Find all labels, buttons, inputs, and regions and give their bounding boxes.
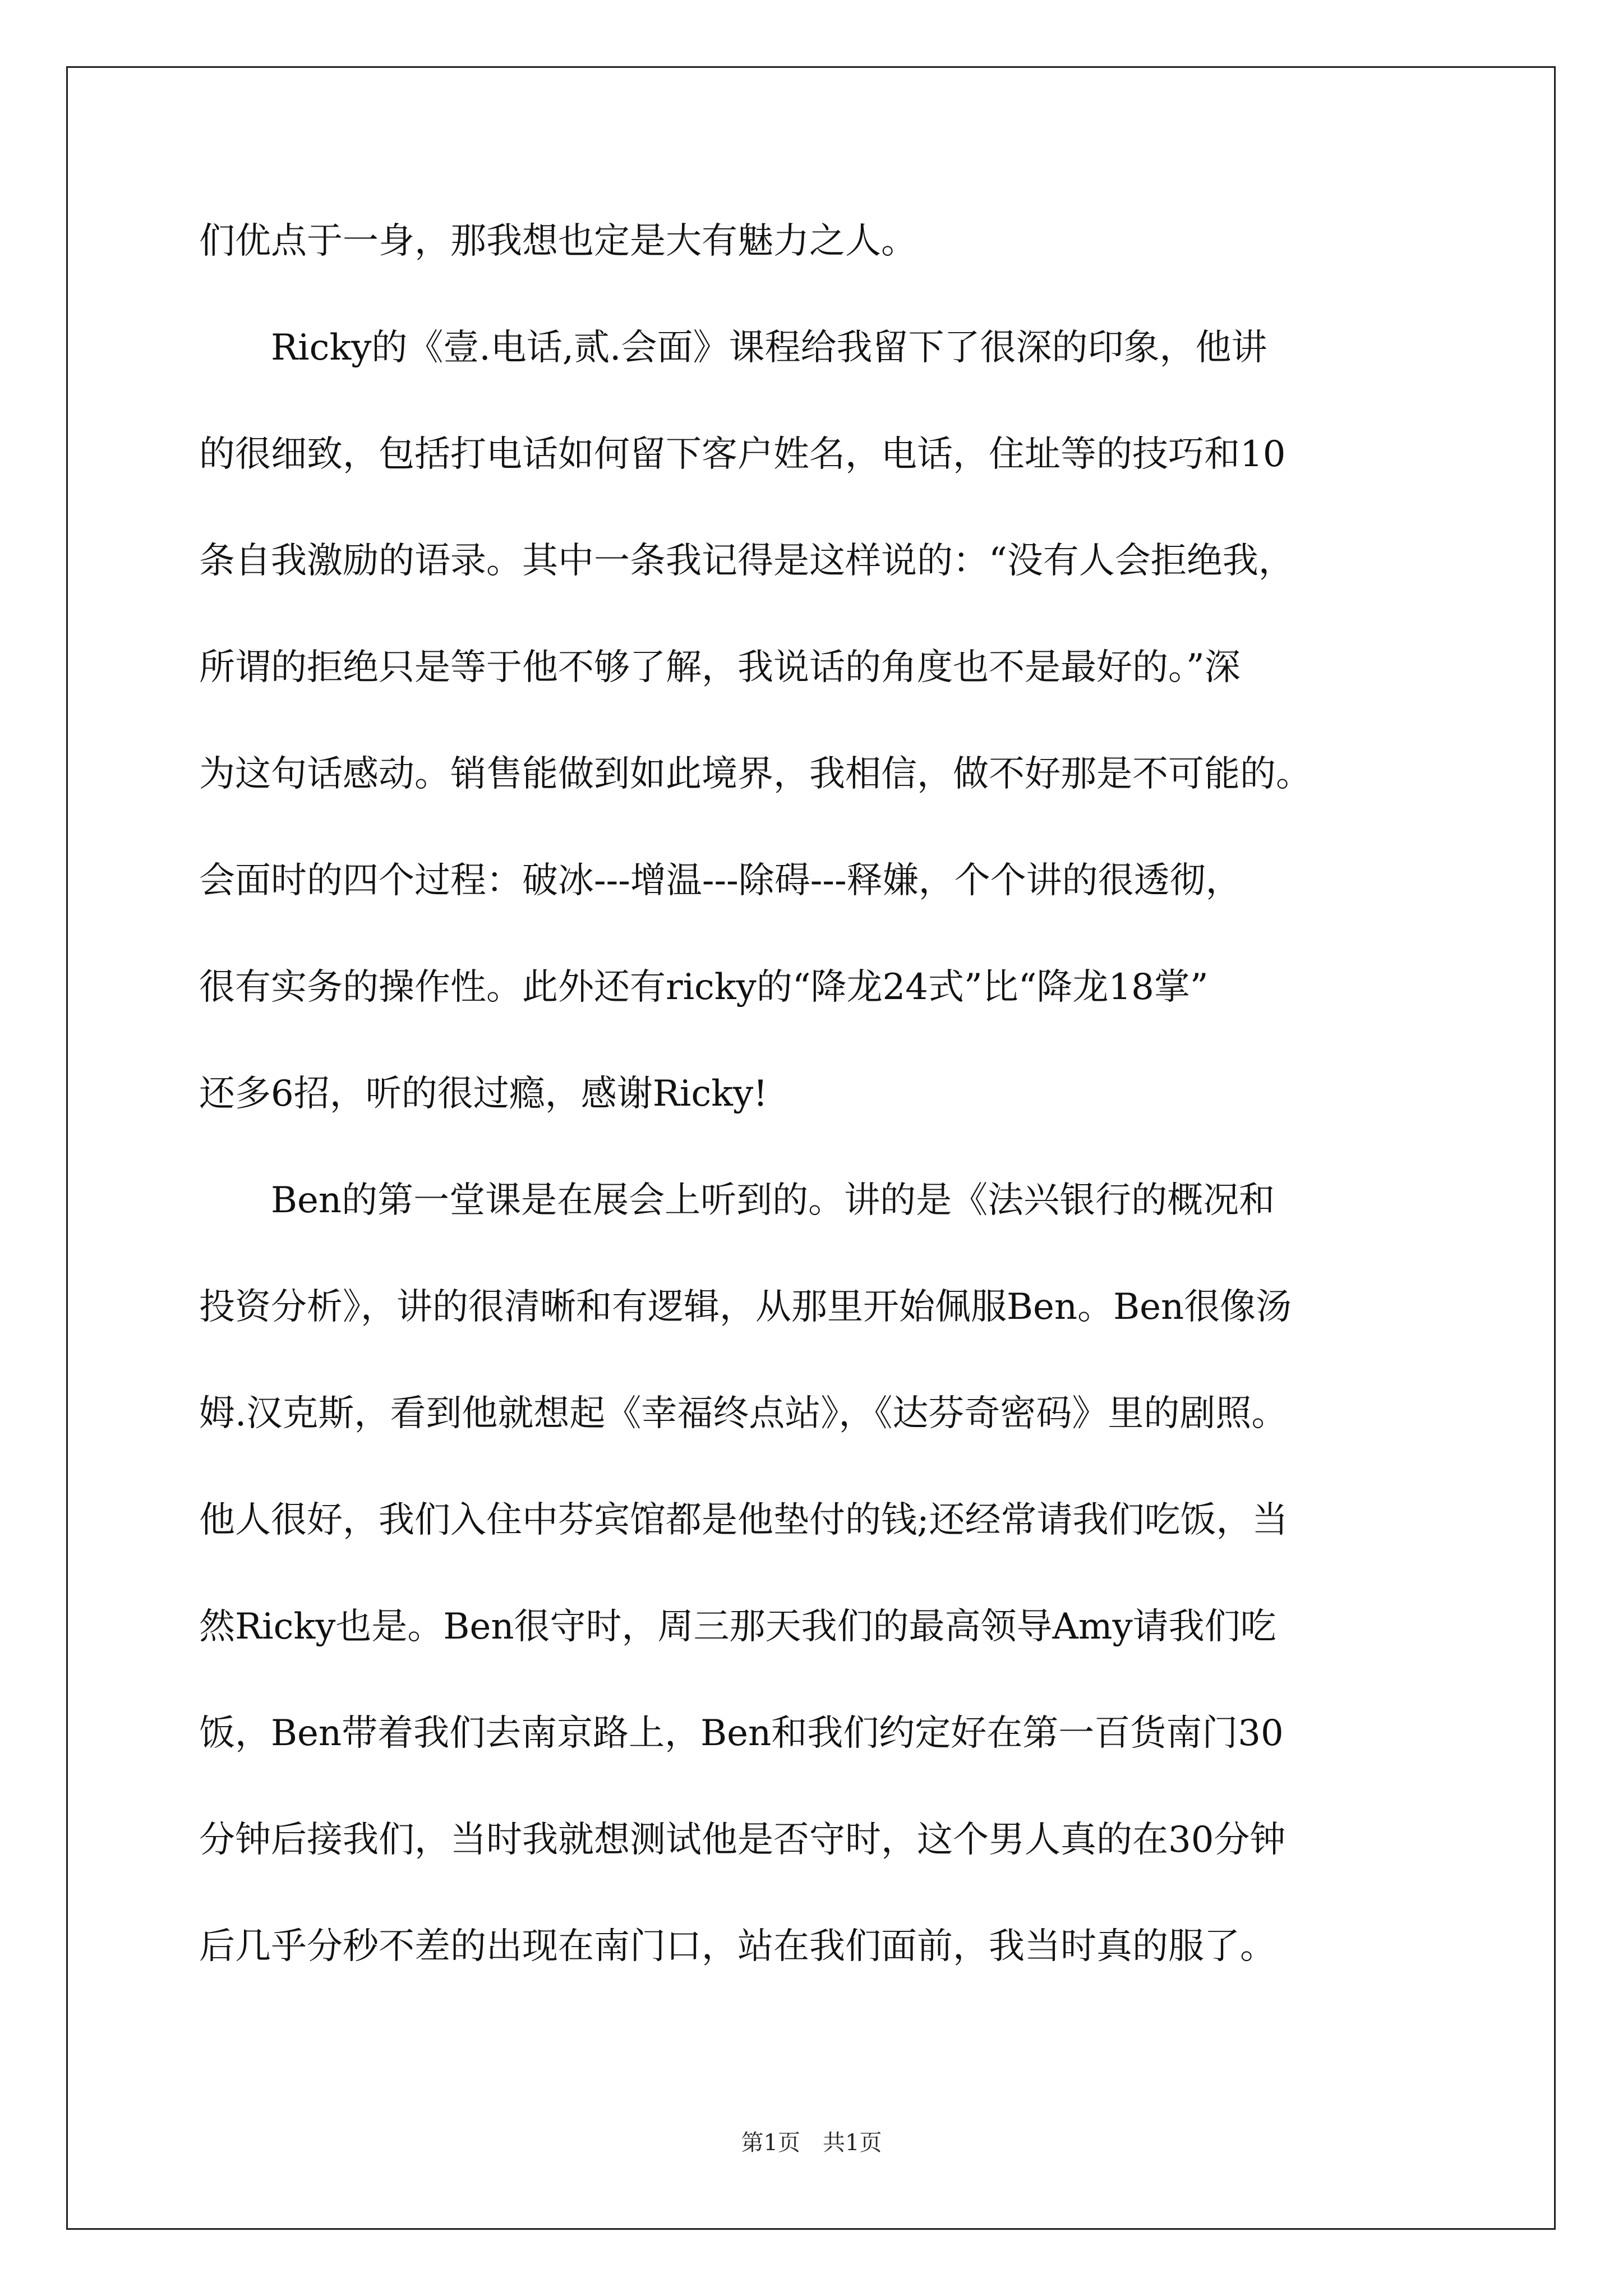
text-line: 们优点于一身，那我想也定是大有魅力之人。 — [199, 220, 917, 262]
text-line: 为这句话感动。销售能做到如此境界，我相信，做不好那是不可能的。 — [199, 753, 1312, 795]
text-line: 条自我激励的语录。其中一条我记得是这样说的：“没有人会拒绝我， — [199, 540, 1294, 582]
text-line: 姆.汉克斯，看到他就想起《幸福终点站》，《达芬奇密码》里的剧照。 — [199, 1393, 1288, 1434]
text-line: 分钟后接我们，当时我就想测试他是否守时，这个男人真的在30分钟 — [199, 1819, 1286, 1861]
text-line: 然Ricky也是。Ben很守时，周三那天我们的最高领导Amy请我们吃 — [199, 1606, 1276, 1648]
text-line: 后几乎分秒不差的出现在南门口，站在我们面前，我当时真的服了。 — [199, 1926, 1276, 1967]
text-line: 还多6招，听的很过瘾，感谢Ricky! — [199, 1073, 768, 1115]
text-line: 会面时的四个过程：破冰---增温---除碍---释嫌，个个讲的很透彻， — [199, 860, 1242, 901]
text-line: 所谓的拒绝只是等于他不够了解，我说话的角度也不是最好的。”深 — [199, 647, 1241, 688]
text-line: Ben的第一堂课是在展会上听到的。讲的是《法兴银行的概况和 — [199, 1180, 1275, 1221]
text-line: Ricky的《壹.电话,贰.会面》课程给我留下了很深的印象，他讲 — [199, 327, 1267, 369]
text-line: 他人很好，我们入住中芬宾馆都是他垫付的钱;还经常请我们吃饭，当 — [199, 1499, 1288, 1541]
page-border — [66, 66, 1556, 2230]
text-line: 很有实务的操作性。此外还有ricky的“降龙24式”比“降龙18掌” — [199, 967, 1209, 1008]
page-number: 第1页 共1页 — [741, 2130, 882, 2156]
text-line: 投资分析》，讲的很清晰和有逻辑，从那里开始佩服Ben。Ben很像汤 — [199, 1286, 1292, 1328]
text-line: 的很细致，包括打电话如何留下客户姓名，电话，住址等的技巧和10 — [199, 434, 1286, 475]
text-line: 饭，Ben带着我们去南京路上，Ben和我们约定好在第一百货南门30 — [199, 1713, 1284, 1754]
